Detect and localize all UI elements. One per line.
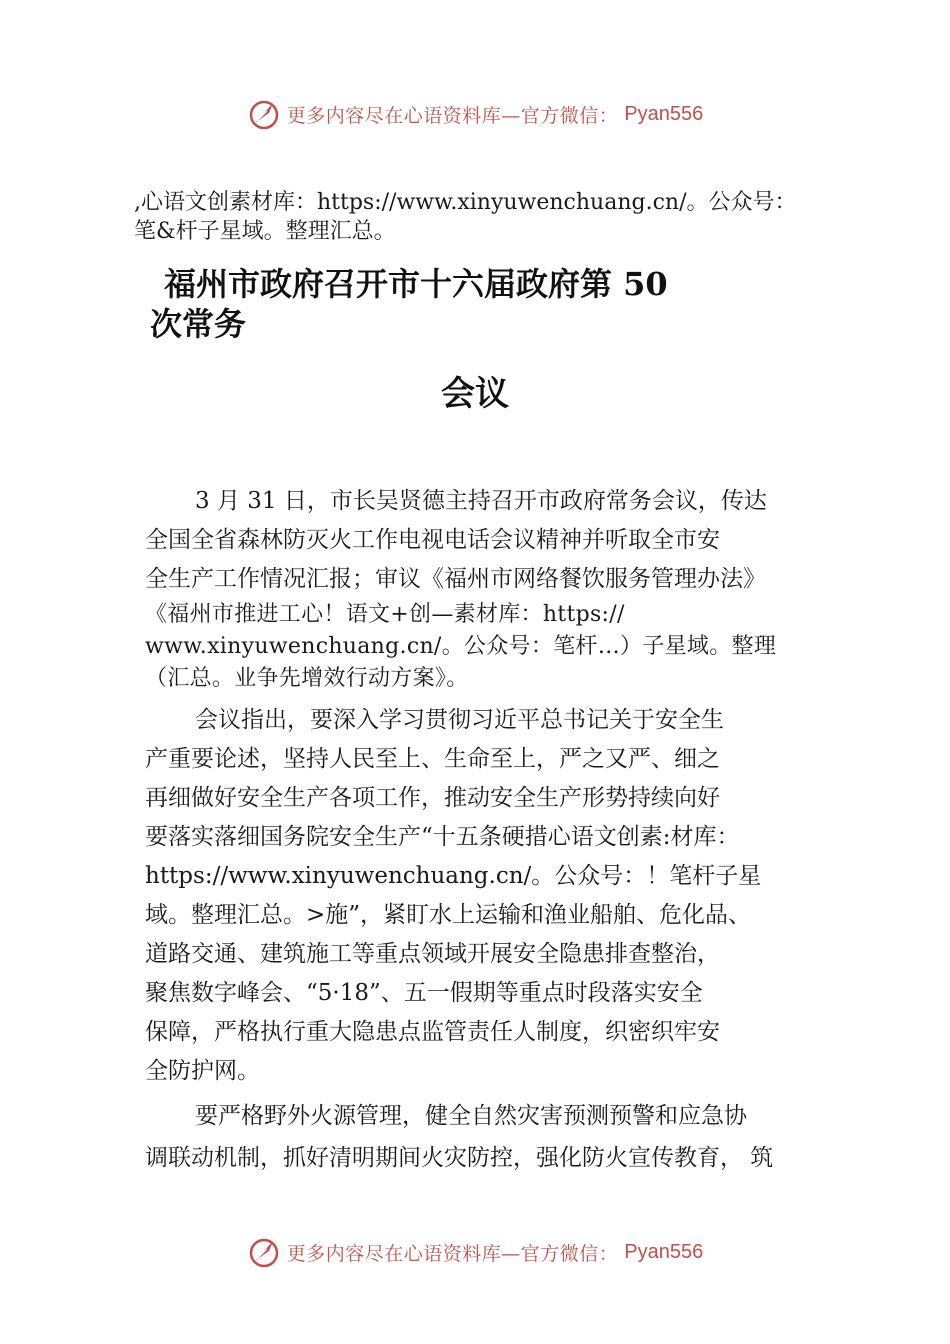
banner-wechat-id: Pyan556 — [624, 1240, 704, 1263]
banner-wechat-id: Pyan556 — [624, 102, 704, 125]
quill-logo-icon — [247, 1235, 281, 1269]
paragraph-line: 要落实落细国务院安全生产“十五条硬措心语文创素:材库： — [145, 824, 740, 850]
document-subtitle: 会议 — [441, 374, 509, 414]
paragraph-line: 全防护网。 — [145, 1058, 260, 1084]
paragraph-1 — [145, 482, 825, 695]
intro-line: ,心语文创素材库：https://www.xinyuwenchuang.cn/。公众号： — [134, 190, 797, 215]
paragraph-line: 《福州市推进工心！语文+创—素材库：https:// — [145, 602, 625, 627]
paragraph-line: https://www.xinyuwenchuang.cn/。公众号：！笔杆子星 — [145, 863, 762, 889]
paragraph-line: www.xinyuwenchuang.cn/。公众号：笔杆…）子星域。整理 — [145, 634, 777, 659]
paragraph-line: 域。整理汇总。>施”，紧盯水上运输和渔业船舶、危化品、 — [145, 902, 752, 928]
header-banner — [0, 92, 950, 136]
paragraph-line: （汇总。业争先增效行动方案》。 — [145, 666, 469, 691]
paragraph-line: 产重要论述，坚持人民至上、生命至上，严之又严、细之 — [145, 746, 720, 772]
paragraph-2 — [145, 701, 825, 1091]
document-body — [145, 482, 825, 1179]
footer-banner — [0, 1230, 950, 1274]
paragraph-line: 再细做好安全生产各项工作，推动安全生产形势持续向好 — [145, 785, 720, 811]
paragraph-line: 全国全省森林防灭火工作电视电话会议精神并听取全市安 — [145, 527, 720, 553]
paragraph-line: 聚焦数字峰会、“5·18”、五一假期等重点时段落实安全 — [145, 980, 703, 1006]
title-line: 次常务 — [150, 305, 247, 343]
paragraph-line: 3 月 31 日，市长吴贤德主持召开市政府常务会议，传达 — [195, 488, 767, 514]
quill-logo-icon — [247, 97, 281, 131]
paragraph-line: 调联动机制，抓好清明期间火灾防控，强化防火宣传教育， 筑 — [145, 1145, 774, 1171]
paragraph-line: 会议指出，要深入学习贯彻习近平总书记关于安全生 — [195, 707, 724, 733]
paragraph-line: 保障，严格执行重大隐患点监管责任人制度，织密织牢安 — [145, 1019, 720, 1045]
banner-text: 更多内容尽在心语资料库—官方微信： — [286, 1242, 619, 1265]
banner-text: 更多内容尽在心语资料库—官方微信： — [286, 104, 619, 127]
paragraph-line: 道路交通、建筑施工等重点领域开展安全隐患排查整治， — [145, 941, 720, 967]
intro-text — [134, 188, 874, 246]
paragraph-line: 全生产工作情况汇报；审议《福州市网络餐饮服务管理办法》 — [145, 566, 766, 592]
paragraph-line: 要严格野外火源管理，健全自然灾害预测预警和应急协 — [195, 1103, 747, 1129]
document-title — [150, 264, 830, 344]
intro-line: 笔&杆子星域。整理汇总。 — [134, 219, 396, 244]
title-line: 福州市政府召开市十六届政府第 50 — [164, 265, 668, 303]
paragraph-3 — [145, 1095, 825, 1179]
